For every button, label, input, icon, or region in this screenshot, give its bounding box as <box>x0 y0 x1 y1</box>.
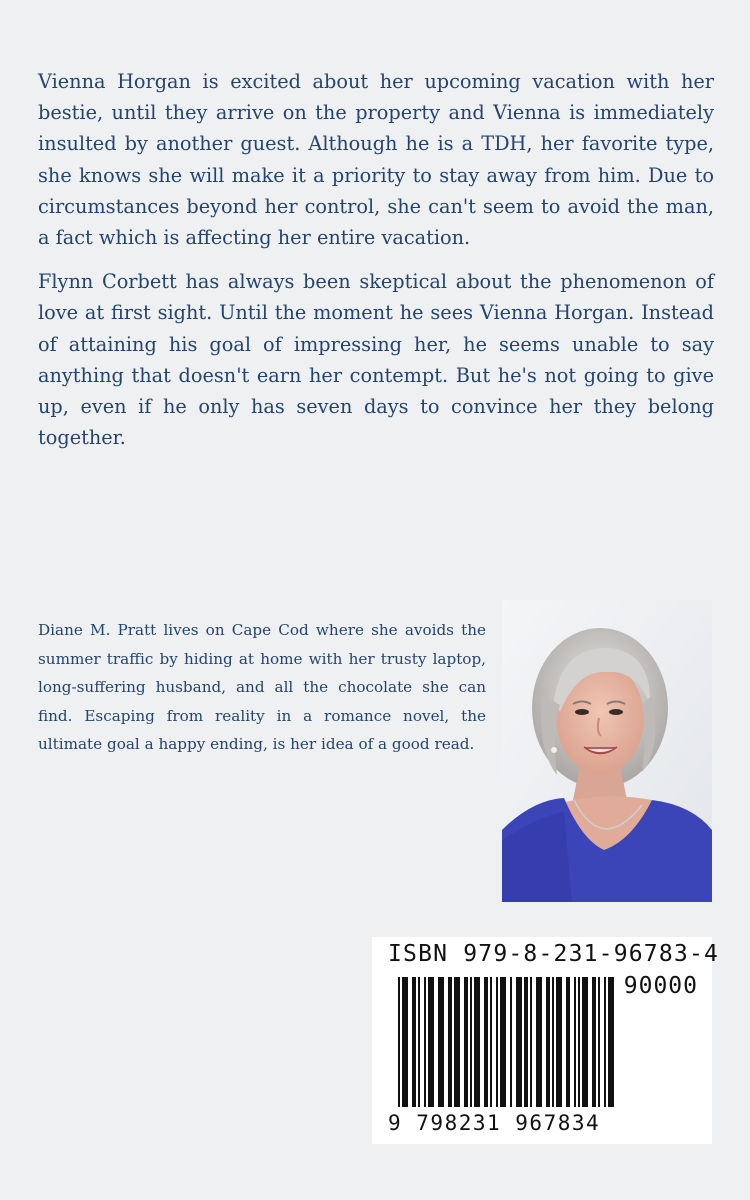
isbn-barcode <box>372 937 720 1144</box>
barcode-bar <box>438 977 444 1107</box>
barcode-bar <box>428 977 434 1107</box>
barcode-bar <box>454 977 460 1107</box>
barcode-bar <box>598 977 600 1107</box>
blurb-paragraph-2: Flynn Corbett has always been skeptical about the phenomenon of love at first sight. Until the moment he sees Vienna Horgan. Instead of attaining his goal of impressing her, he seems unable to say anything that doesn't earn her contempt. But he's not going to give up, even if he only has seven days to convince her they belong together. <box>38 270 714 450</box>
barcode-bar <box>566 977 570 1107</box>
barcode-bar <box>470 977 472 1107</box>
barcode-bar <box>500 977 506 1107</box>
blurb-paragraph-1: Vienna Horgan is excited about her upcoming vacation with her bestie, until they arrive on the property and Vienna is immediately insulted by another guest. Although he is a TDH, her favorite type, she knows she will make it a priority to stay away from him. Due to circumstances beyond her control, she can't seem to avoid the man, a fact which is affecting her entire vacation. <box>38 70 714 250</box>
barcode-bar <box>490 977 492 1107</box>
barcode-bar <box>604 977 606 1107</box>
barcode-bar <box>516 977 522 1107</box>
barcode-bar <box>398 977 400 1107</box>
author-photo <box>502 600 712 902</box>
price-code: 90000 <box>623 973 698 999</box>
barcode-bar <box>608 977 614 1107</box>
barcode-bar <box>592 977 596 1107</box>
barcode-digits: 9 798231 967834 <box>388 1111 601 1135</box>
barcode-bar <box>474 977 480 1107</box>
isbn-label: ISBN 979-8-231-96783-4 <box>388 941 720 967</box>
barcode-bar <box>530 977 532 1107</box>
barcode-bar <box>402 977 408 1107</box>
barcode-bar <box>546 977 550 1107</box>
barcode-bar <box>556 977 562 1107</box>
author-bio: Diane M. Pratt lives on Cape Cod where she avoids the summer traffic by hiding at home with her trusty laptop, long-suffering husband, and all the chocolate she can find. Escaping from reality in a romance novel, the ultimate goal a happy ending, is her idea of a good read. <box>38 621 486 754</box>
barcode-bar <box>418 977 420 1107</box>
barcode-bar <box>578 977 580 1107</box>
barcode-bar <box>582 977 588 1107</box>
barcode-bar <box>412 977 416 1107</box>
barcode-bar <box>536 977 542 1107</box>
barcode-bar <box>496 977 498 1107</box>
back-cover-blurb <box>38 66 714 466</box>
barcode-bar <box>484 977 488 1107</box>
barcode-bar <box>524 977 528 1107</box>
barcode-bar <box>448 977 452 1107</box>
barcode-bar <box>552 977 554 1107</box>
barcode-bar <box>574 977 576 1107</box>
barcode-bar <box>424 977 426 1107</box>
barcode-bar <box>464 977 468 1107</box>
barcode-bar <box>510 977 512 1107</box>
barcode-bars <box>394 977 694 1112</box>
